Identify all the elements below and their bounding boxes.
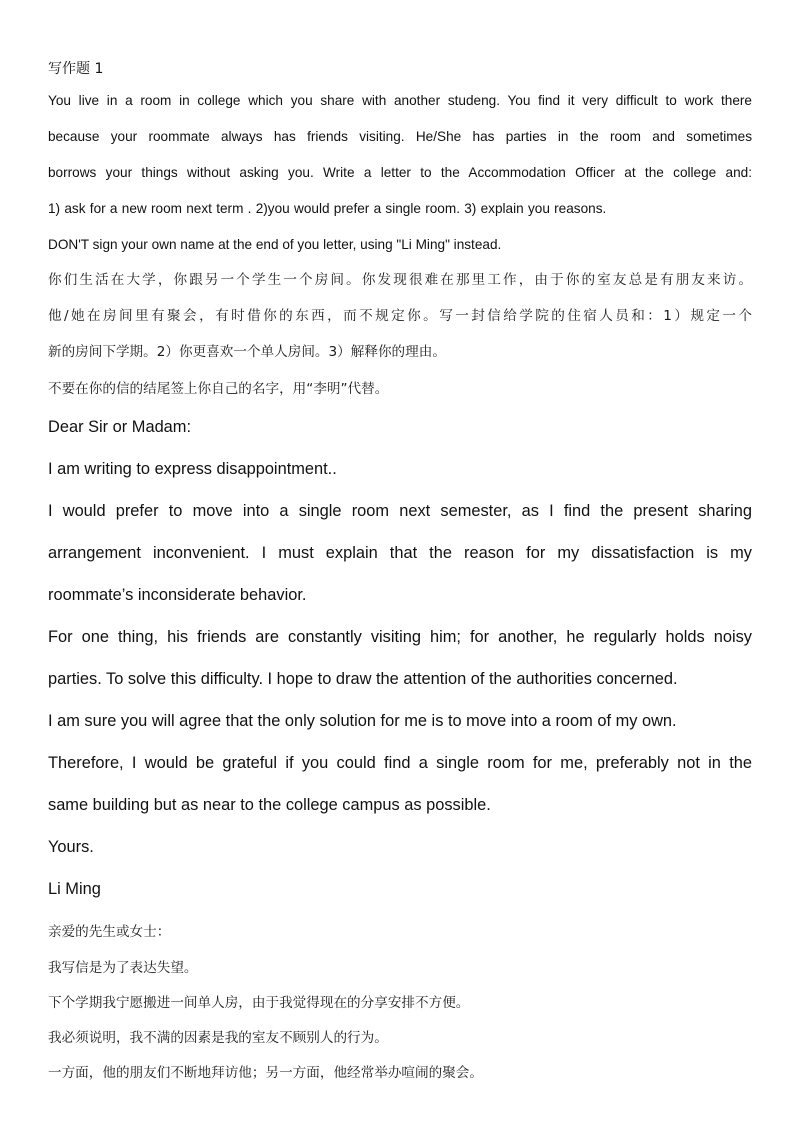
letter-salutation: Dear Sir or Madam: [48,418,192,436]
letter-line: I am writing to express disappointment.. [48,460,337,478]
translation-line: 我写信是为了表达失望。 [48,960,198,976]
translation-line: 下个学期我宁愿搬进一间单人房，由于我觉得现在的分享安排不方便。 [48,995,470,1011]
prompt-zh-line: 你们生活在大学，你跟另一个学生一个房间。你发现很难在那里工作，由于你的室友总是有朋友来访。 [48,272,752,288]
letter-closing: Yours. [48,838,94,856]
letter-line: parties. To solve this difficulty. I hope to draw the attention of the authorities concerned. [48,670,678,688]
letter-line: Therefore, I would be grateful if you could find a single room for me, preferably not in the [48,754,752,772]
letter-line: For one thing, his friends are constantly visiting him; for another, he regularly holds noisy [48,628,752,646]
prompt-zh-line: 新的房间下学期。2）你更喜欢一个单人房间。3）解释你的理由。 [48,344,446,360]
prompt-en-line: borrows your things without asking you. Write a letter to the Accommodation Officer at the college and: [48,165,752,180]
prompt-en-line: 1) ask for a new room next term . 2)you would prefer a single room. 3) explain you reasons. [48,201,607,216]
prompt-zh-line: 他/她在房间里有聚会，有时借你的东西，而不规定你。写一封信给学院的住宿人员和：1）规定一个 [48,308,752,324]
prompt-en-line: DON'T sign your own name at the end of you letter, using "Li Ming" instead. [48,237,502,252]
letter-line: I would prefer to move into a single room next semester, as I find the present sharing [48,502,752,520]
letter-line: I am sure you will agree that the only solution for me is to move into a room of my own. [48,712,677,730]
letter-signature: Li Ming [48,880,101,898]
letter-line: arrangement inconvenient. I must explain that the reason for my dissatisfaction is my [48,544,752,562]
letter-line: same building but as near to the college campus as possible. [48,796,491,814]
translation-line: 我必须说明，我不满的因素是我的室友不顾别人的行为。 [48,1030,388,1046]
letter-line: roommate’s inconsiderate behavior. [48,586,307,604]
prompt-zh-line: 不要在你的信的结尾签上你自己的名字，用“李明”代替。 [48,381,389,397]
prompt-en-line: You live in a room in college which you share with another studeng. You find it very difficult to work there [48,93,752,108]
translation-line: 一方面，他的朋友们不断地拜访他；另一方面，他经常举办喧闹的聚会。 [48,1065,483,1081]
prompt-en-line: because your roommate always has friends visiting. He/She has parties in the room and sometimes [48,129,752,144]
exercise-title: 写作题 1 [48,61,104,77]
translation-line: 亲爱的先生或女士： [48,924,171,940]
